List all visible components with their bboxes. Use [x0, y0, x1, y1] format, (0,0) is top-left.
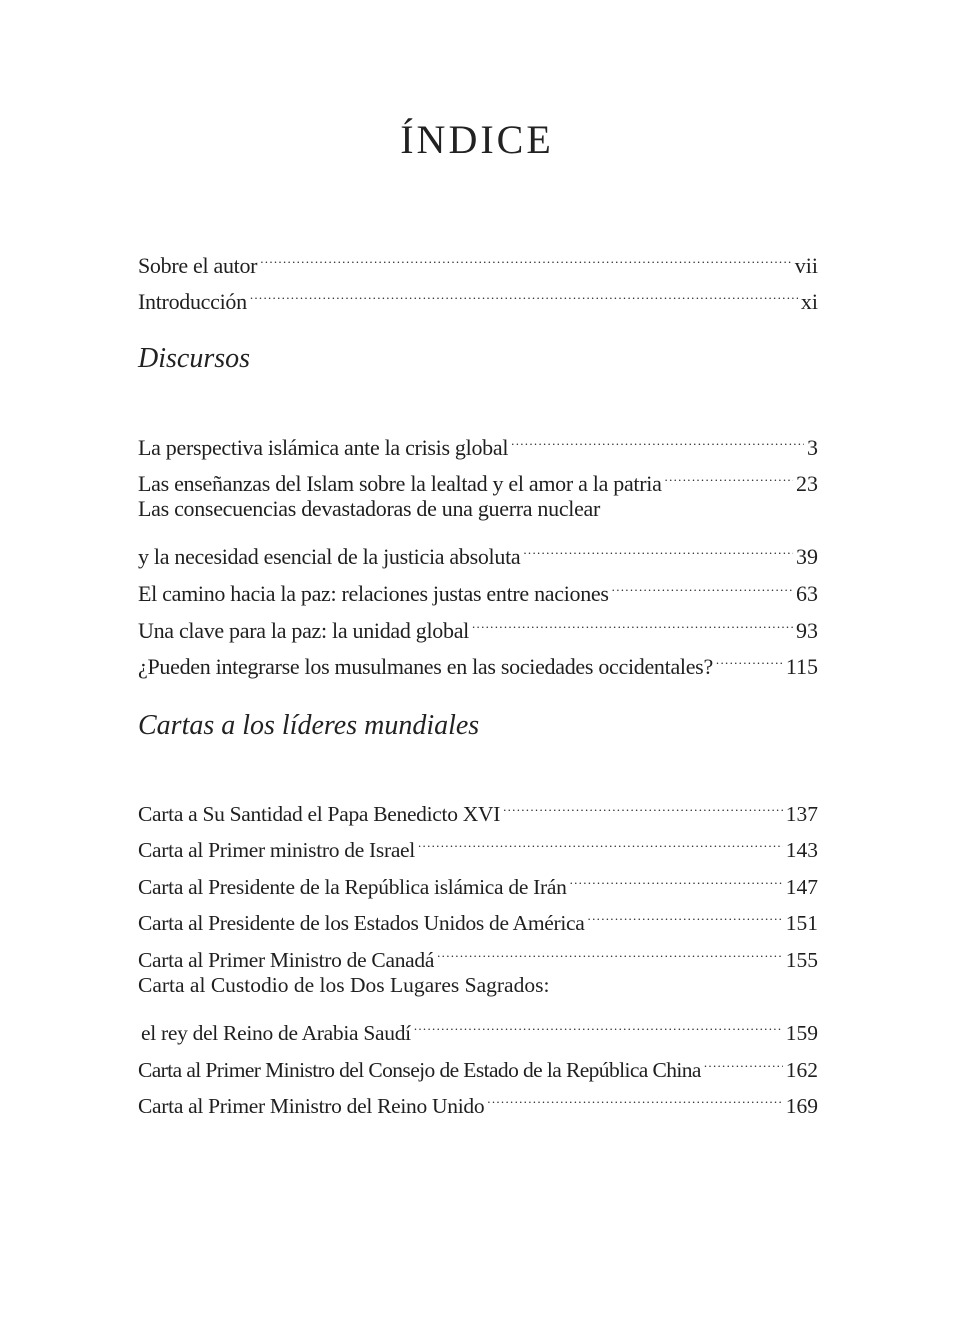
dot-leader	[523, 528, 793, 565]
toc-entry-label: Introducción	[138, 289, 247, 315]
dot-leader	[588, 894, 783, 931]
toc-entry-label: Las enseñanzas del Islam sobre la lealtad y el amor a la patria	[138, 471, 662, 497]
toc-entry[interactable]	[138, 1004, 818, 1046]
toc-entry-page: 162	[785, 1057, 818, 1082]
dot-leader	[437, 930, 783, 967]
toc-entry-label: Carta al Primer ministro de Israel	[138, 838, 415, 863]
dot-leader	[612, 564, 793, 601]
dot-leader	[716, 638, 783, 675]
toc-entry-page: vii	[794, 252, 818, 278]
toc-entry-page: 93	[796, 617, 818, 643]
dot-leader	[570, 857, 783, 894]
dot-leader	[487, 1077, 782, 1114]
toc-entry-page: 137	[785, 801, 818, 826]
dot-leader	[260, 236, 792, 273]
toc-entry-page: xi	[800, 289, 818, 315]
toc-entry[interactable]	[138, 528, 818, 570]
toc-entry-page: 143	[785, 838, 818, 863]
toc-entry-label: Carta al Primer Ministro del Reino Unido	[138, 1094, 485, 1119]
toc-entry-page: 39	[796, 544, 818, 570]
toc-cartas	[138, 784, 818, 1119]
section-heading-cartas: Cartas a los líderes mundiales	[138, 710, 480, 741]
toc-entry-page: 169	[785, 1094, 818, 1119]
toc-entry-page: 63	[796, 580, 818, 606]
toc-entry-page: 115	[785, 654, 818, 680]
toc-entry-label: Carta al Presidente de los Estados Unidos de América	[138, 911, 585, 936]
toc-entry-page: 155	[785, 947, 818, 972]
toc-entry-label-line1[interactable]: Las consecuencias devastadoras de una guerra nuclear	[138, 496, 601, 522]
toc-entry[interactable]	[138, 236, 818, 278]
toc-front-matter	[138, 236, 818, 315]
toc-entry-page: 147	[785, 874, 818, 899]
toc-entry-label: Carta al Primer Ministro del Consejo de Estado de la República China	[138, 1057, 701, 1082]
dot-leader	[665, 455, 793, 492]
toc-entry-label-line1[interactable]: Carta al Custodio de los Dos Lugares Sagrados:	[138, 972, 550, 997]
toc-entry-label: el rey del Reino de Arabia Saudí	[141, 1021, 411, 1046]
dot-leader	[704, 1040, 783, 1077]
toc-entry-label: ¿Pueden integrarse los musulmanes en las sociedades occidentales?	[138, 654, 713, 680]
toc-entry-label: Una clave para la paz: la unidad global	[138, 617, 469, 643]
toc-entry-label: Sobre el autor	[138, 252, 258, 278]
toc-entry-label: El camino hacia la paz: relaciones justas entre naciones	[138, 580, 609, 606]
toc-discursos	[138, 418, 818, 680]
toc-entry-label: Carta al Presidente de la República islámica de Irán	[138, 874, 567, 899]
dot-leader	[472, 601, 793, 638]
dot-leader	[414, 1004, 783, 1041]
toc-entry[interactable]	[138, 418, 818, 460]
dot-leader	[250, 273, 798, 310]
toc-entry-label: La perspectiva islámica ante la crisis global	[138, 434, 509, 460]
toc-entry[interactable]	[138, 784, 818, 826]
toc-entry-page: 151	[785, 911, 818, 936]
toc-entry-label: y la necesidad esencial de la justicia absoluta	[138, 544, 521, 570]
toc-entry-label: Carta al Primer Ministro de Canadá	[138, 947, 435, 972]
toc-entry-page: 23	[796, 471, 818, 497]
dot-leader	[503, 784, 783, 821]
toc-entry-page: 159	[785, 1021, 818, 1046]
dot-leader	[511, 418, 804, 455]
toc-entry-page: 3	[807, 434, 818, 460]
toc-entry-label: Carta a Su Santidad el Papa Benedicto XVI	[138, 801, 501, 826]
dot-leader	[418, 821, 783, 858]
section-heading-discursos: Discursos	[138, 343, 251, 374]
page-title: ÍNDICE	[400, 117, 554, 162]
